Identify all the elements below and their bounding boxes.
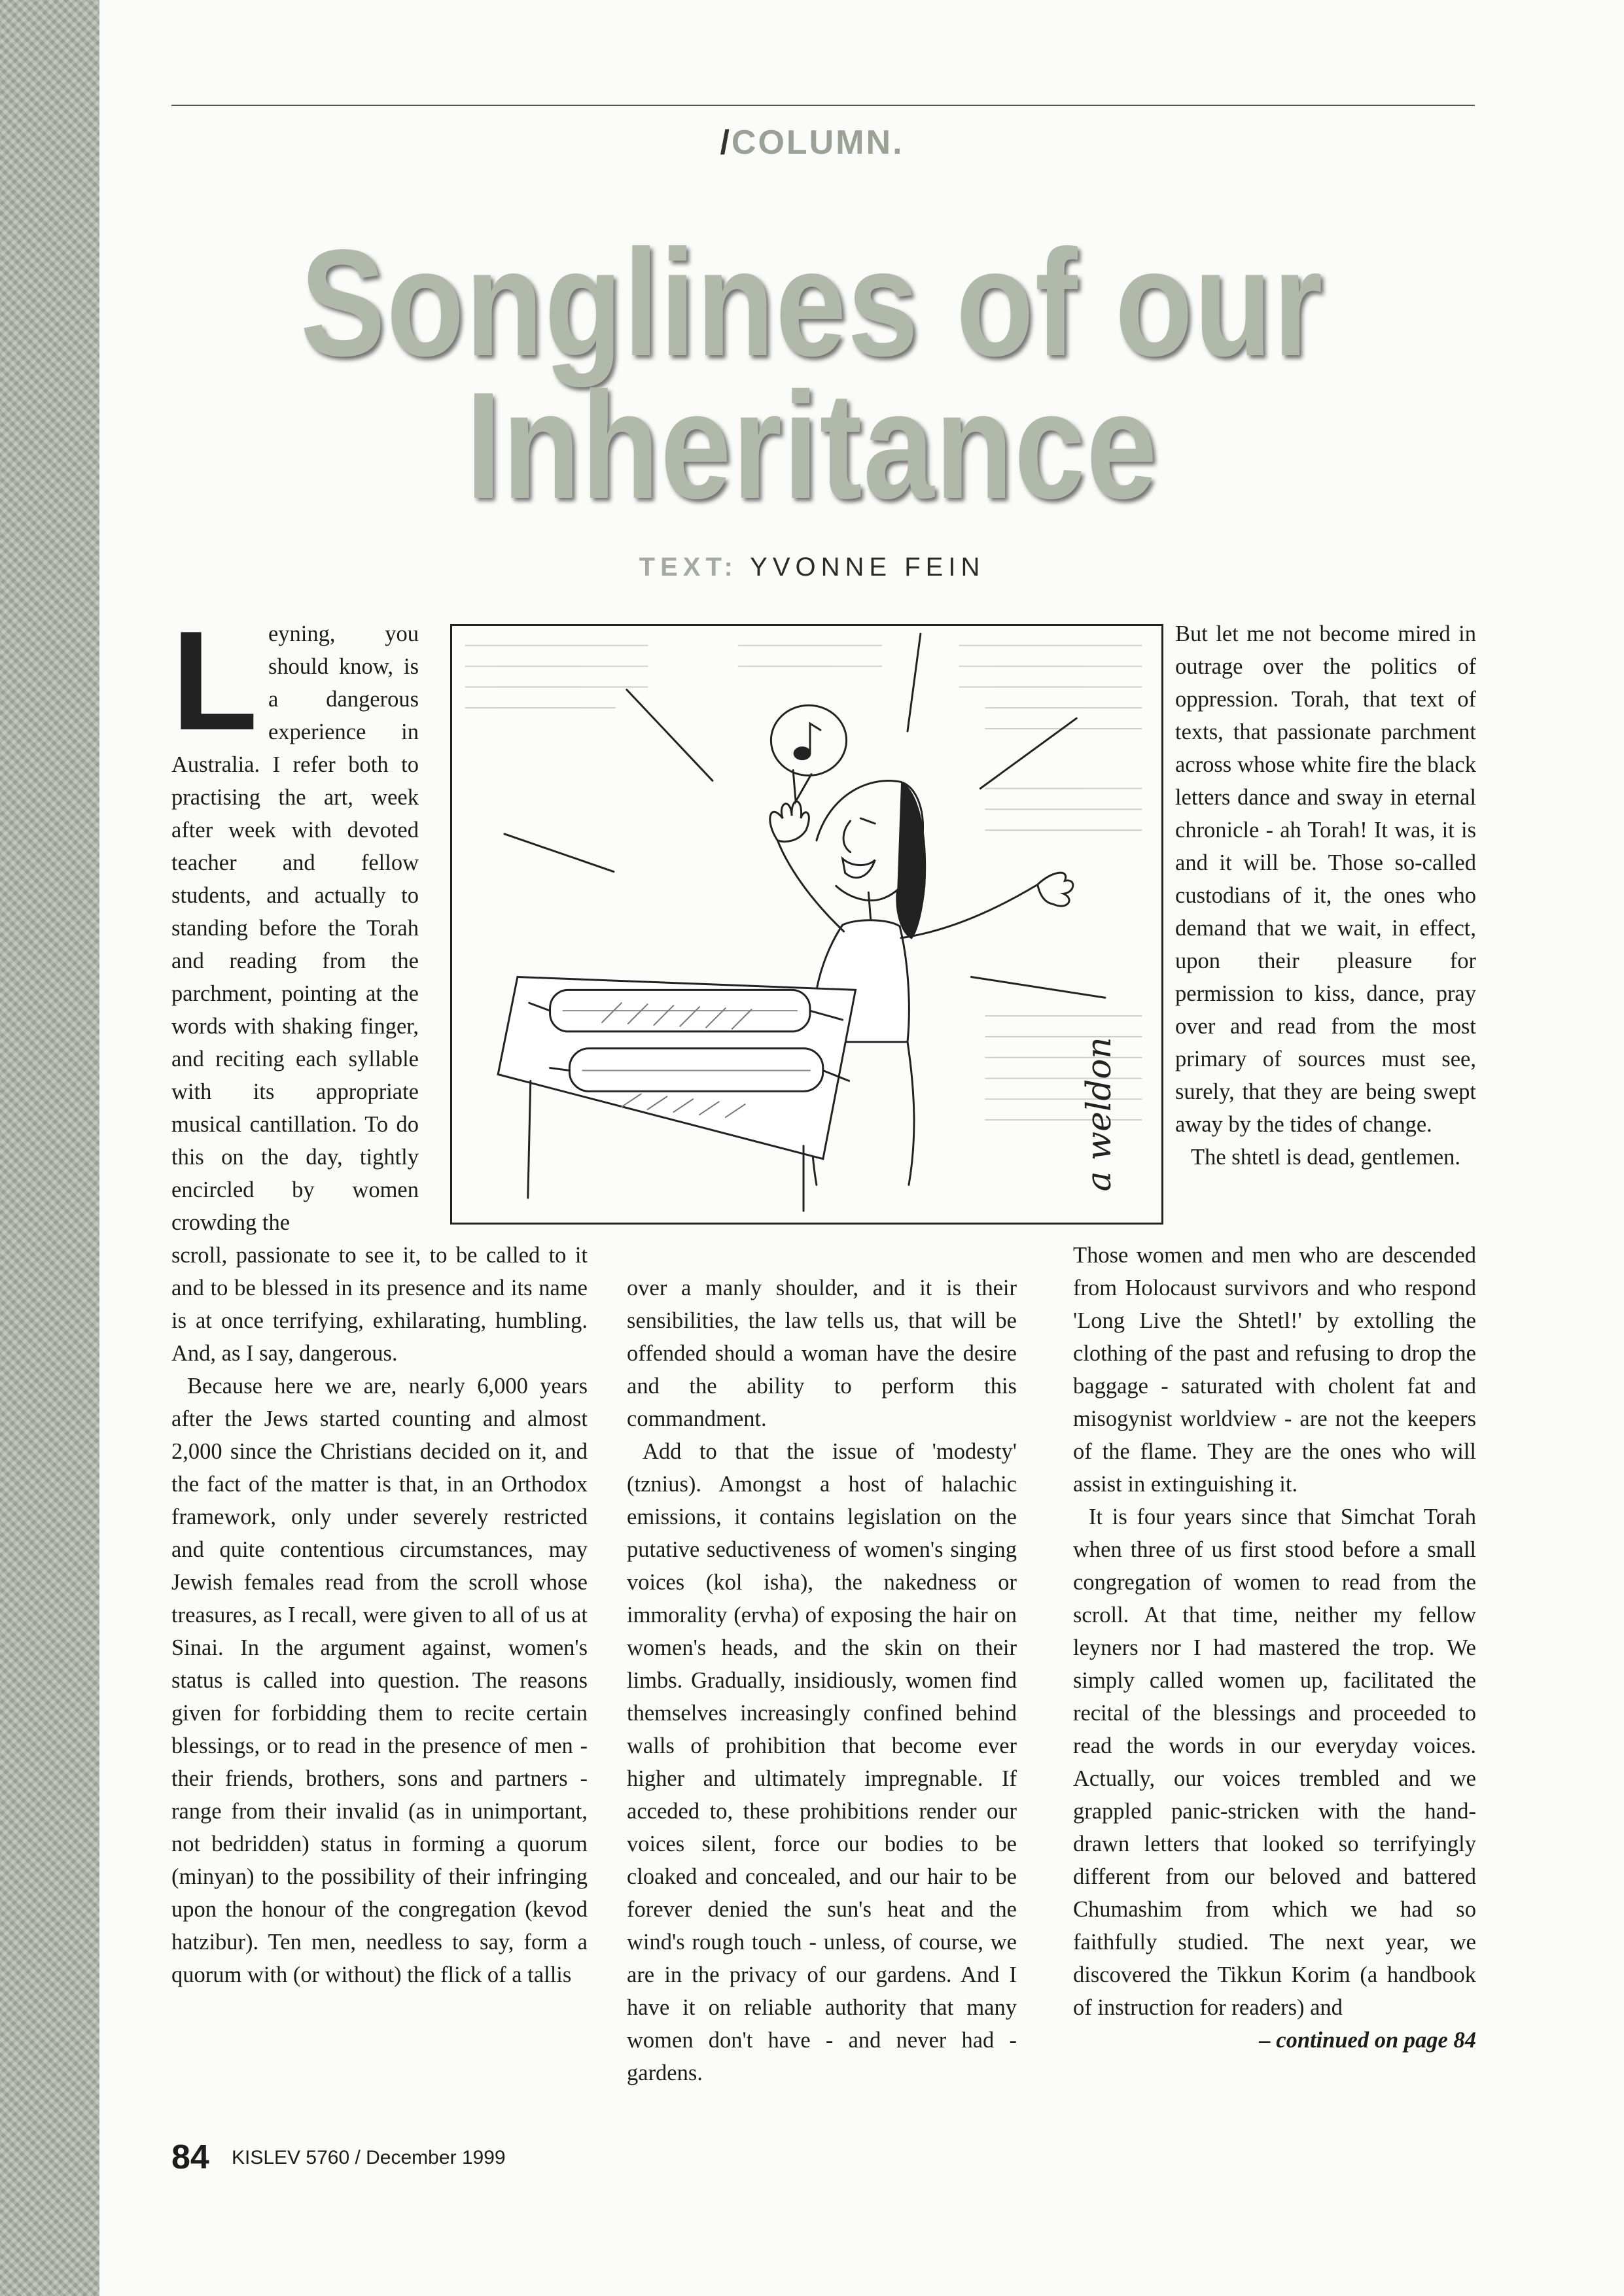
headline-line-1: Songlines of our xyxy=(300,218,1324,388)
header-rule xyxy=(171,105,1475,106)
col3-paragraph-2: The shtetl is dead, gentlemen. xyxy=(1191,1145,1460,1170)
section-label-text: COLUMN. xyxy=(731,124,904,162)
article-column-2 xyxy=(627,1272,1017,2089)
section-label xyxy=(0,123,1624,162)
cartoonist-signature: a weldon xyxy=(1079,1037,1119,1192)
drop-cap: L xyxy=(171,601,258,759)
issue-date: KISLEV 5760 / December 1999 xyxy=(232,2147,506,2168)
col1-paragraph-2: Because here we are, nearly 6,000 years after the Jews started counting and almost 2,000 since the Christians decided on it, and the fact of the matter is that, in an Orthodox framework, only under severely restricted and quite contentious circumstances, may Jewish females read from the scroll whose treasures, as I recall, were given to all of us at Sinai. In the argument against, women's status is called into question. The reasons given for forbidding them to recite certain blessings, or to read in the presence of men - their friends, brothers, sons and partners - range from their invalid (as in unimportant, not bedridden) status in forming a quorum (minyan) to the possibility of their infringing upon the honour of the congregation (kevod hatzibur). Ten men, needless to say, form a quorum with (or without) the flick of a tallis xyxy=(171,1374,588,1987)
continued-note: – continued on page 84 xyxy=(1259,2028,1476,2053)
section-slash: / xyxy=(720,124,732,162)
col3-paragraph-1: But let me not become mired in outrage over the politics of oppression. Torah, that text of texts, that passionate parchment across whose white fire the black letters dance and sway in eternal chronicle - ah Torah! It was, it is and it will be. Those so-called custodians of it, the ones who demand that we wait, in effect, upon their pleasure for permission to kiss, dance, pray over and read from the most primary of sources must see, surely, that they are being swept away by the tides of change. xyxy=(1175,621,1476,1137)
article-column-1-bottom xyxy=(171,1239,588,1991)
col2-paragraph-1: over a manly shoulder, and it is their sensibilities, the law tells us, that will be offended should a woman have the desire and the ability to perform this commandment. xyxy=(627,1276,1017,1431)
page-edge-strip xyxy=(0,0,99,2296)
byline xyxy=(0,553,1624,582)
voice-ray-5 xyxy=(971,977,1105,998)
col1-paragraph-1: scroll, passionate to see it, to be called to it and to be blessed in its presence and its name is at once terrifying, exhilarating, humbling. And, as I say, dangerous. xyxy=(171,1243,588,1366)
byline-author: YVONNE FEIN xyxy=(750,553,985,582)
article-column-3-top xyxy=(1175,617,1476,1174)
article-column-1-top xyxy=(171,601,419,1239)
music-note-icon xyxy=(771,705,846,801)
article-opening-paragraph xyxy=(171,601,419,1239)
torah-scroll-lectern xyxy=(498,977,855,1211)
voice-ray-3 xyxy=(908,634,921,731)
byline-kicker: TEXT: xyxy=(639,553,738,582)
col3-paragraph-3: Those women and men who are descended from Holocaust survivors and who respond 'Long Live the Shtetl!' by extolling the clothing of the past and refusing to drop the baggage - saturated with cholent fat and misogynist worldview - are not the keepers of the flame. They are the ones who will assist in extinguishing it. xyxy=(1073,1243,1476,1497)
page-number: 84 xyxy=(171,2138,209,2176)
col3-paragraph-4: It is four years since that Simchat Torah when three of us first stood before a small congregation of women to read from the scroll. At that time, neither my fellow leyners nor I had mastered the trop. We simply called women up, facilitated the recital of the blessings and proceeded to read the words in our everyday voices. Actually, our voices trembled and we grappled panic-stricken with the hand-drawn letters that looked so terrifyingly different from our beloved and battered Chumashim from which we had so faithfully studied. The next year, we discovered the Tikkun Korim (a handbook of instruction for readers) and xyxy=(1073,1505,1476,2020)
article-column-3-bottom xyxy=(1073,1239,1476,2057)
cartoon-illustration xyxy=(450,624,1163,1225)
col2-paragraph-2: Add to that the issue of 'modesty' (tznius). Amongst a host of halachic emissions, it contains legislation on the putative seductiveness of women's singing voices (kol isha), the nakedness or immorality (ervha) of exposing the hair on women's heads, and the skin on their limbs. Gradually, insidiously, women find themselves increasingly confined behind walls of prohibition that become ever higher and ultimately impregnable. If acceded to, these prohibitions render our voices silent, force our bodies to be cloaked and concealed, and our hair to be forever denied the sun's heat and the wind's rough touch - unless, of course, we are in the privacy of our gardens. And I have it on reliable authority that many women don't have - and never had - gardens. xyxy=(627,1439,1017,2085)
voice-ray-1 xyxy=(627,689,713,780)
cartoon-drawing xyxy=(452,626,1161,1223)
voice-ray-2 xyxy=(504,834,614,872)
opening-text: eyning, you should know, is a dangerous experience in Australia. I refer both to practising the art, week after week with devoted teacher and fellow students, and actually to standing before the Torah and reading from the parchment, pointing at the words with shaking finger, and reciting each syllable with its appropriate musical cantillation. To do this on the day, tightly encircled by women crowding the xyxy=(171,621,419,1235)
headline-line-2: Inheritance xyxy=(465,361,1159,531)
